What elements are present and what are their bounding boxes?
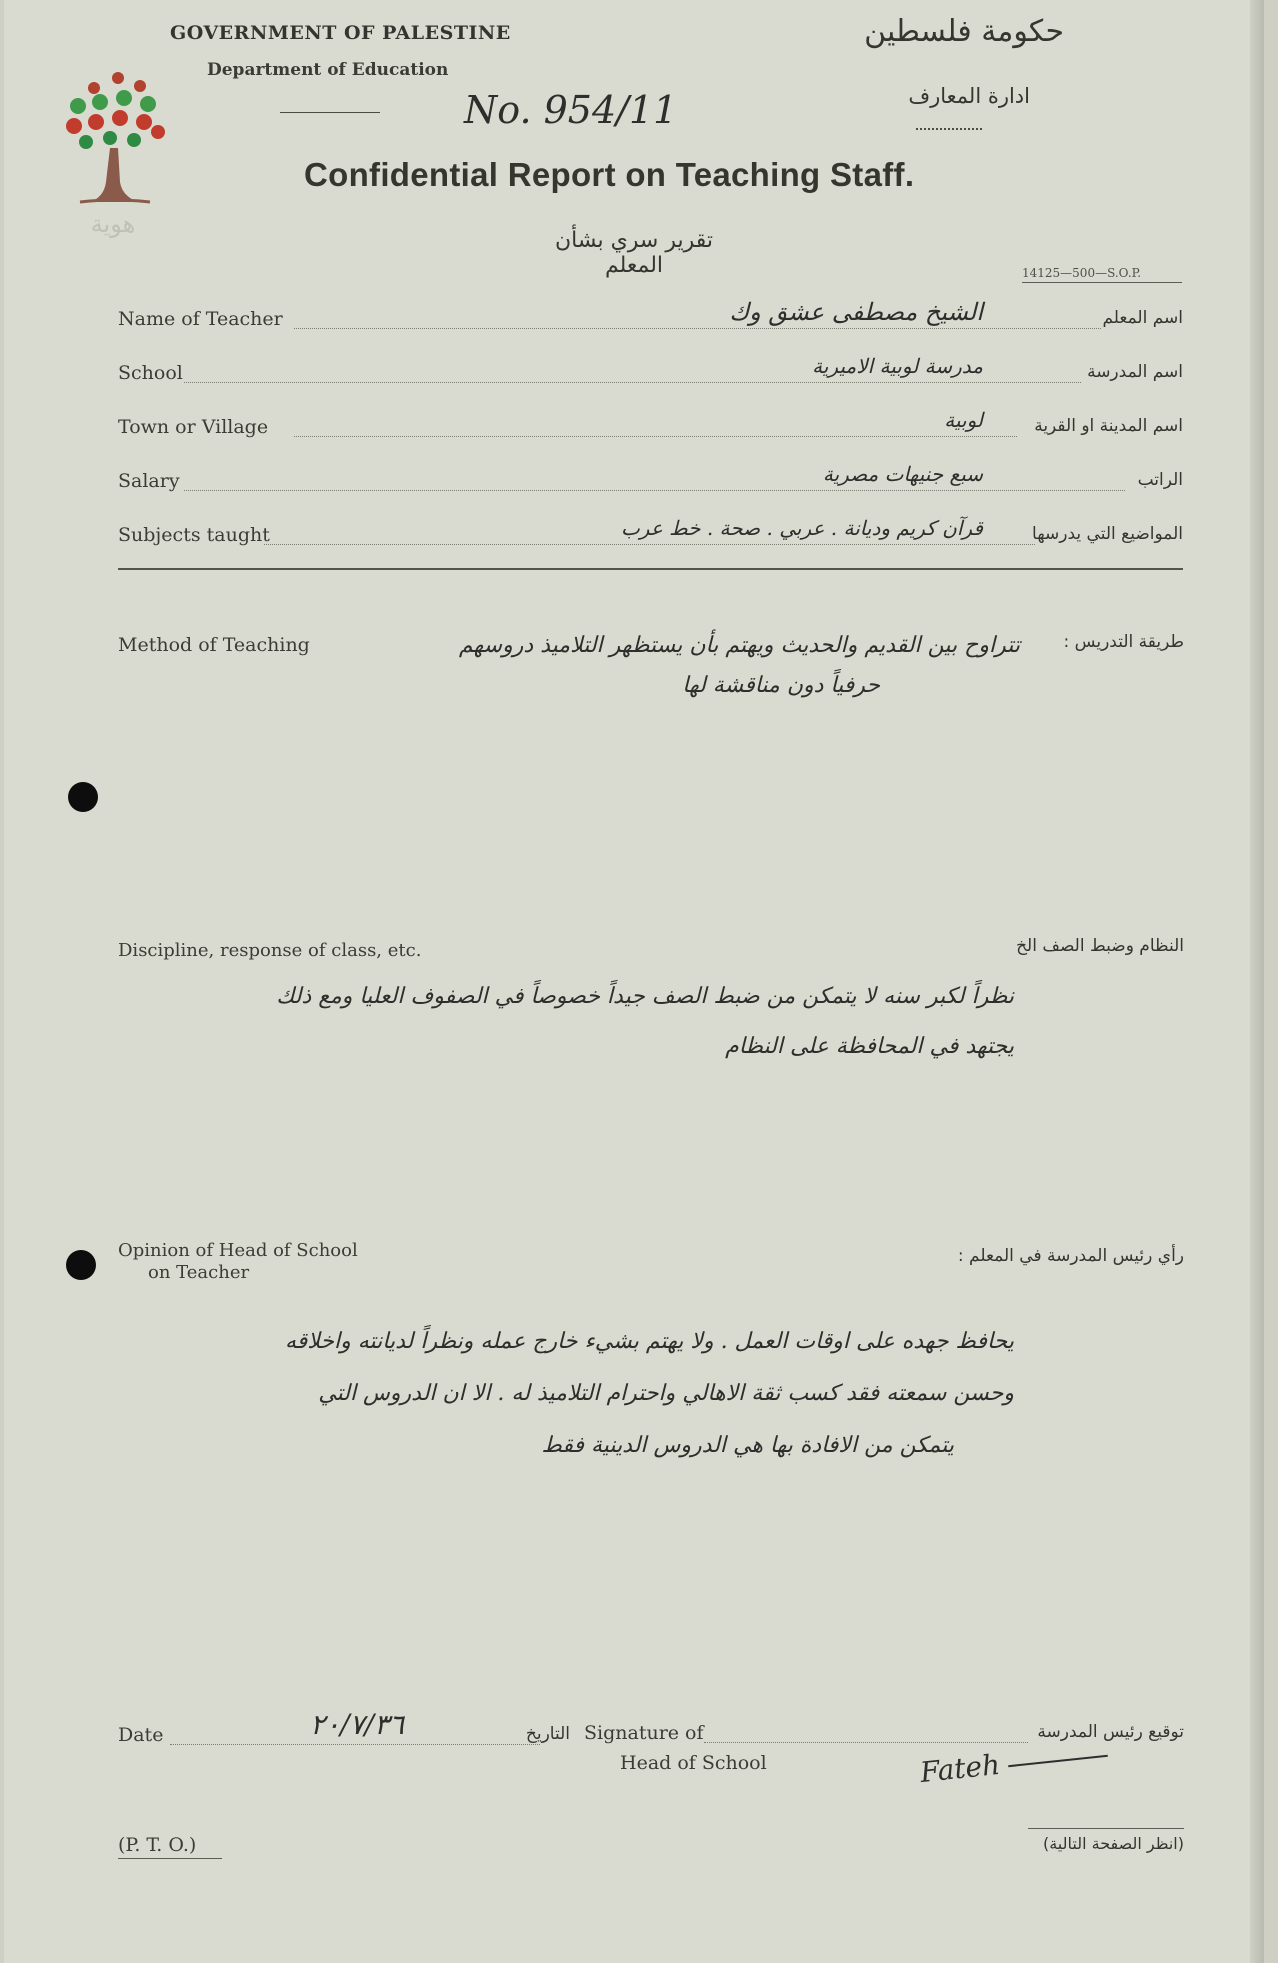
salary-value: سبع جنيهات مصرية	[822, 462, 983, 486]
pto-ar-rule	[1028, 1828, 1184, 1829]
date-dotted-line	[170, 1744, 540, 1745]
field-row-name	[118, 298, 1183, 360]
signature-dotted-line	[704, 1742, 1028, 1743]
teacher-info	[118, 298, 1183, 576]
town-dotted-line	[294, 436, 1017, 437]
signature-label-en-2: Head of School	[620, 1752, 767, 1774]
discipline-label-en: Discipline, response of class, etc.	[118, 940, 422, 961]
town-label-ar: اسم المدينة او القرية	[1034, 416, 1183, 436]
government-title-ar: حكومة فلسطين	[864, 14, 1064, 49]
department-title-ar: ادارة المعارف	[908, 84, 1030, 108]
fields-divider	[118, 568, 1183, 570]
opinion-line-1: يحافظ جهده على اوقات العمل . ولا يهتم بشيء خارج عمله ونظراً لديانته واخلاقه	[284, 1329, 1014, 1354]
method-line-2: حرفياً دون مناقشة لها	[682, 673, 880, 698]
subjects-value: قرآن كريم وديانة . عربي . صحة . خط عرب	[620, 516, 983, 540]
discipline-line-1: نظراً لكبر سنه لا يتمكن من ضبط الصف جيداً خصوصاً في الصفوف العليا ومع ذلك	[276, 984, 1014, 1009]
name-label-en: Name of Teacher	[118, 308, 283, 330]
opinion-label-line-1: Opinion of Head of School	[118, 1240, 358, 1261]
reference-number: No. 954/11	[464, 88, 678, 132]
pto-en: (P. T. O.)	[118, 1834, 197, 1856]
punch-hole-2	[66, 1250, 96, 1280]
logo	[60, 72, 170, 242]
town-value: لوبية	[944, 408, 983, 432]
salary-label-en: Salary	[118, 470, 180, 492]
opinion-text	[54, 1316, 1014, 1472]
logo-caption: هوية	[90, 210, 136, 238]
opinion-line-3: يتمكن من الافادة بها هي الدروس الدينية فقط	[541, 1433, 954, 1458]
pto-en-rule	[118, 1858, 222, 1859]
method-text	[304, 626, 1020, 706]
ar-header-rule	[916, 128, 982, 130]
head-signature: Fateh	[918, 1747, 1002, 1790]
discipline-text	[74, 972, 1014, 1072]
field-row-school	[118, 354, 1183, 414]
town-label-en: Town or Village	[118, 416, 269, 438]
method-line-1: تتراوح بين القديم والحديث ويهتم بأن يستظهر التلاميذ دروسهم	[458, 633, 1020, 658]
school-value: مدرسة لوبية الاميرية	[812, 354, 983, 378]
school-label-ar: اسم المدرسة	[1087, 362, 1183, 382]
title-rule	[1022, 282, 1182, 283]
method-label-en: Method of Teaching	[118, 634, 310, 656]
department-title-en: Department of Education	[207, 60, 449, 80]
signature-flourish	[1008, 1755, 1108, 1767]
salary-label-ar: الراتب	[1137, 470, 1183, 490]
en-header-rule	[280, 112, 380, 113]
opinion-label-ar: رأي رئيس المدرسة في المعلم :	[957, 1246, 1184, 1266]
salary-dotted-line	[184, 490, 1125, 491]
print-code: 14125—500—S.O.P.	[1022, 266, 1142, 280]
opinion-label-line-2: on Teacher	[148, 1262, 250, 1283]
date-label-en: Date	[118, 1724, 164, 1746]
pto-ar: (انظر الصفحة التالية)	[1042, 1834, 1184, 1853]
report-page	[4, 0, 1264, 1963]
name-label-ar: اسم المعلم	[1102, 308, 1183, 328]
date-label-ar: التاريخ	[525, 1724, 570, 1744]
school-dotted-line	[184, 382, 1081, 383]
subjects-label-ar: المواضيع التي يدرسها	[1032, 524, 1183, 544]
name-dotted-line	[294, 328, 1101, 329]
method-label-ar: طريقة التدريس :	[1063, 632, 1184, 652]
field-row-town	[118, 408, 1183, 468]
subjects-label-en: Subjects taught	[118, 524, 270, 546]
date-value: ٢٠/٧/٣٦	[310, 1708, 405, 1741]
teacher-name-value: الشيخ مصطفى عشق وك	[729, 298, 983, 326]
field-row-salary	[118, 462, 1183, 522]
opinion-line-2: وحسن سمعته فقد كسب ثقة الاهالي واحترام التلاميذ له . الا ان الدروس التي	[318, 1381, 1014, 1406]
discipline-label-ar: النظام وضبط الصف الخ	[1016, 936, 1184, 956]
government-title-en: GOVERNMENT OF PALESTINE	[170, 22, 511, 44]
school-label-en: School	[118, 362, 183, 384]
report-title-ar: تقرير سري بشأن المعلم	[554, 228, 714, 278]
discipline-line-2: يجتهد في المحافظة على النظام	[725, 1034, 1014, 1059]
signature-label-ar: توقيع رئيس المدرسة	[1037, 1722, 1184, 1742]
punch-hole-1	[68, 782, 98, 812]
subjects-dotted-line	[264, 544, 1035, 545]
signature-label-en-1: Signature of	[584, 1722, 704, 1744]
report-title-en: Confidential Report on Teaching Staff.	[304, 156, 915, 193]
opinion-label-en	[118, 1240, 358, 1284]
